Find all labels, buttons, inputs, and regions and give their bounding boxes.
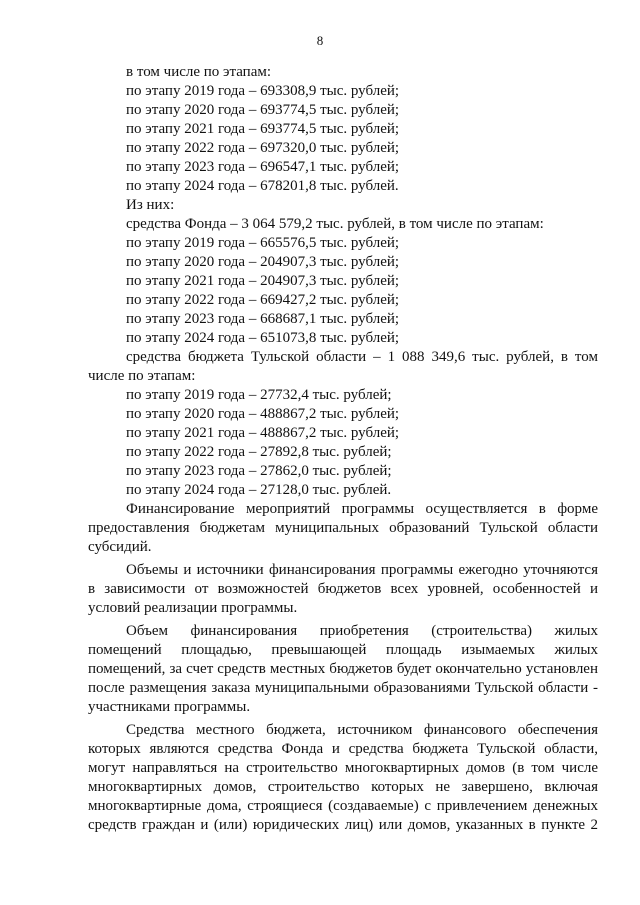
fund-stages-list [88, 234, 598, 348]
list-item: по этапу 2022 года – 669427,2 тыс. рублей; [126, 292, 400, 308]
local-budget-paragraph: Средства местного бюджета, источником финансового обеспечения которых являются средства Фонда и средства бюджета Тульской области, могут направляться на строительство многоквартирных домов (в том числе многоквартирных домов, строительство которых не завершено, включая многоквартирные дома, строящиеся (создаваемые) с привлечением денежных средств граждан и (или) юридических лиц) или домов, указанных в пункте 2 [88, 722, 598, 833]
region-heading-line-2: числе по этапам: [88, 368, 196, 384]
list-item: по этапу 2021 года – 693774,5 тыс. рублей; [126, 121, 400, 137]
list-item: по этапу 2023 года – 696547,1 тыс. рублей; [126, 159, 400, 175]
list-item: по этапу 2020 года – 488867,2 тыс. рублей; [126, 406, 400, 422]
list-item: по этапу 2020 года – 693774,5 тыс. рублей; [126, 102, 400, 118]
list-item: по этапу 2021 года – 488867,2 тыс. рублей; [126, 425, 400, 441]
list-item: по этапу 2022 года – 27892,8 тыс. рублей; [126, 444, 392, 460]
intro-stages-line: в том числе по этапам: [126, 64, 272, 80]
region-heading-line-1: средства бюджета Тульской области – 1 088 349,6 тыс. рублей, в том [126, 349, 598, 365]
region-stages-list [88, 386, 598, 500]
list-item: по этапу 2021 года – 204907,3 тыс. рублей; [126, 273, 400, 289]
financing-paragraph: Финансирование мероприятий программы осуществляется в форме предоставления бюджетам муниципальных образований Тульской области субсидий. [88, 501, 598, 555]
list-item: по этапу 2019 года – 27732,4 тыс. рублей; [126, 387, 392, 403]
fund-heading: средства Фонда – 3 064 579,2 тыс. рублей, в том числе по этапам: [126, 216, 544, 232]
list-item: по этапу 2024 года – 678201,8 тыс. рублей. [126, 178, 399, 194]
list-item: по этапу 2024 года – 27128,0 тыс. рублей. [126, 482, 392, 498]
acquisition-paragraph: Объем финансирования приобретения (строительства) жилых помещений площадью, превышающей площадь изымаемых жилых помещений, за счет средств местных бюджетов будет окончательно установлен после размещения заказа муниципальными образованиями Тульской области - участниками программы. [88, 623, 598, 715]
list-item: по этапу 2019 года – 665576,5 тыс. рублей; [126, 235, 400, 251]
document-body [88, 63, 598, 835]
list-item: по этапу 2023 года – 27862,0 тыс. рублей; [126, 463, 392, 479]
total-stages-list [88, 82, 598, 196]
list-item: по этапу 2022 года – 697320,0 тыс. рублей; [126, 140, 400, 156]
of-them-line: Из них: [126, 197, 175, 213]
list-item: по этапу 2020 года – 204907,3 тыс. рублей; [126, 254, 400, 270]
volumes-paragraph: Объемы и источники финансирования программы ежегодно уточняются в зависимости от возможностей бюджетов всех уровней, особенностей и условий реализации программы. [88, 562, 598, 616]
list-item: по этапу 2019 года – 693308,9 тыс. рублей; [126, 83, 400, 99]
list-item: по этапу 2023 года – 668687,1 тыс. рублей; [126, 311, 400, 327]
page-number: 8 [316, 33, 324, 48]
list-item: по этапу 2024 года – 651073,8 тыс. рублей; [126, 330, 400, 346]
